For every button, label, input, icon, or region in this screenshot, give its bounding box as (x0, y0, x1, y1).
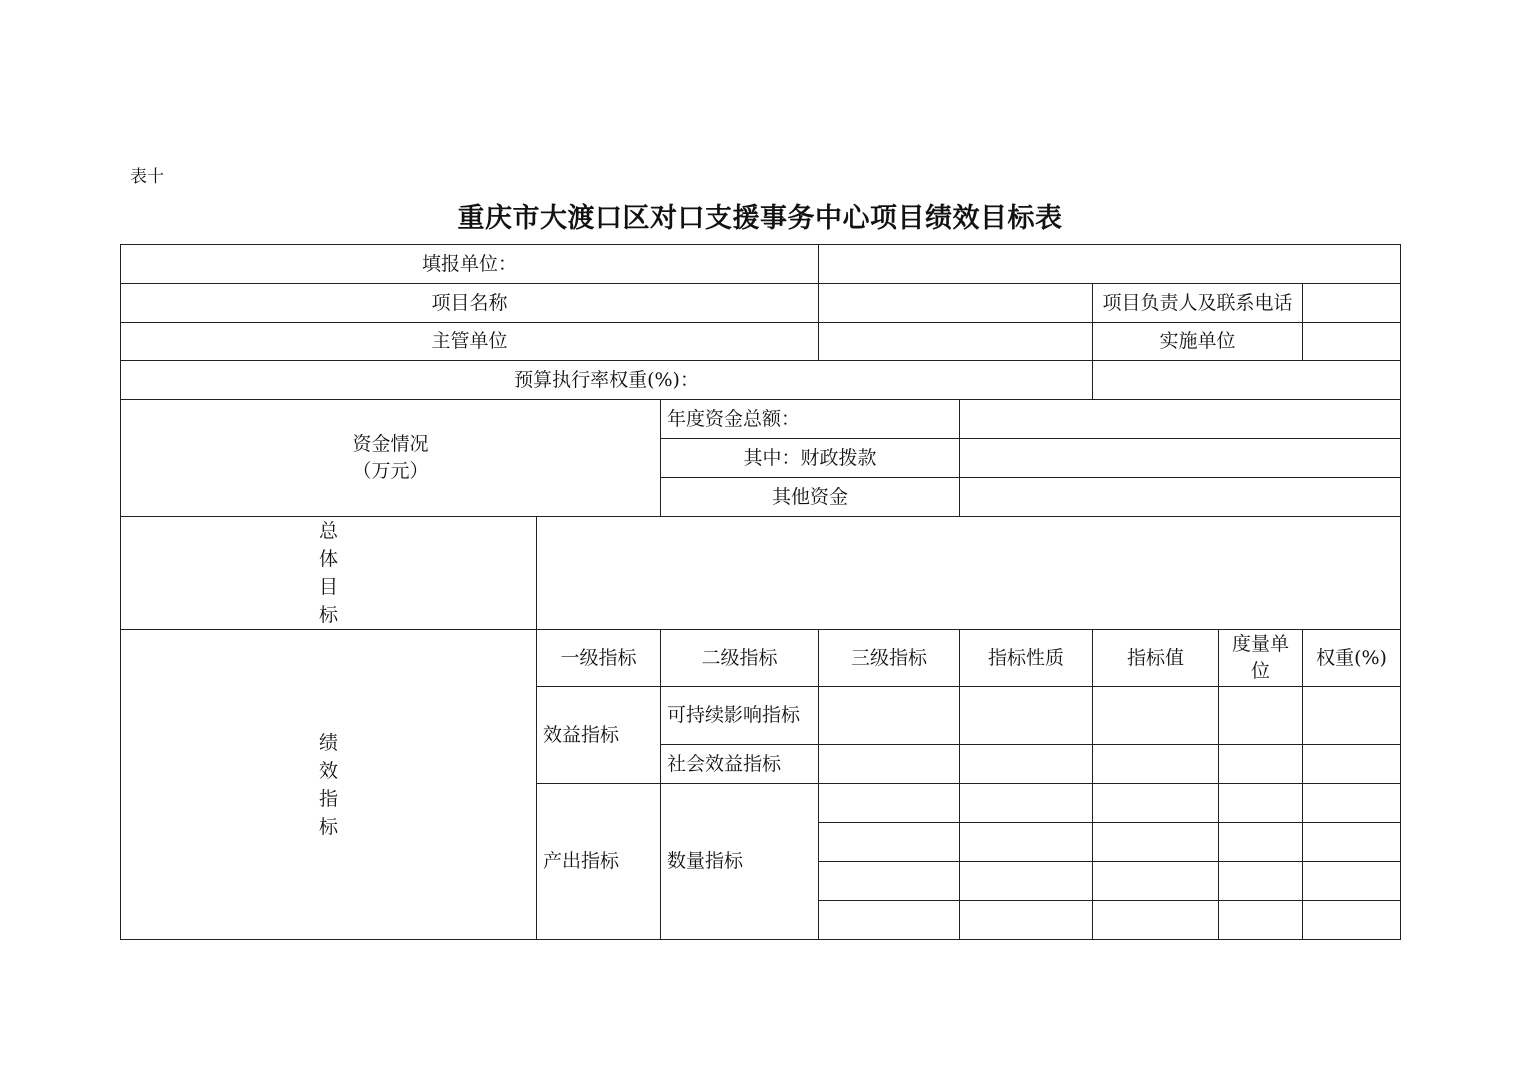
indicator-cell[interactable] (1219, 784, 1303, 823)
indicator-cell[interactable] (819, 823, 960, 862)
indicator-cell[interactable] (1303, 901, 1401, 940)
indicator-cell[interactable] (1093, 862, 1219, 901)
indicator-cell[interactable] (1219, 901, 1303, 940)
other-funds-value[interactable] (960, 478, 1401, 517)
indicator-cell[interactable] (1093, 784, 1219, 823)
supervising-unit-value[interactable] (819, 323, 1093, 361)
reporting-unit-label: 填报单位： (121, 245, 819, 284)
funds-label-line1: 资金情况 (352, 433, 429, 455)
column-header-level2: 二级指标 (661, 630, 819, 687)
social-benefit-label: 社会效益指标 (661, 745, 819, 784)
overall-goal-char: 总 (318, 520, 338, 542)
output-indicator-label: 产出指标 (537, 784, 661, 940)
benefit-indicator-label: 效益指标 (537, 687, 661, 784)
indicator-cell[interactable] (1093, 823, 1219, 862)
supervising-unit-label: 主管单位 (121, 323, 819, 361)
overall-goal-value[interactable] (537, 517, 1401, 630)
indicator-cell[interactable] (1219, 862, 1303, 901)
column-header-level3: 三级指标 (819, 630, 960, 687)
performance-char: 标 (318, 815, 338, 838)
indicator-cell[interactable] (1093, 745, 1219, 784)
project-leader-value[interactable] (1303, 284, 1401, 323)
project-name-value[interactable] (819, 284, 1093, 323)
reporting-unit-value[interactable] (819, 245, 1401, 284)
quantity-indicator-label: 数量指标 (661, 784, 819, 940)
overall-goal-char: 标 (318, 604, 338, 626)
fiscal-allocation-label: 其中：财政拨款 (661, 439, 960, 478)
overall-goal-char: 体 (318, 548, 338, 570)
performance-char: 绩 (318, 731, 338, 754)
performance-char: 指 (318, 787, 338, 810)
indicator-cell[interactable] (960, 823, 1093, 862)
indicator-cell[interactable] (1303, 862, 1401, 901)
indicator-cell[interactable] (1219, 687, 1303, 745)
indicator-cell[interactable] (1303, 823, 1401, 862)
table-number-label: 表十 (130, 167, 164, 187)
column-header-nature: 指标性质 (960, 630, 1093, 687)
funds-label (121, 400, 661, 517)
performance-indicators-label (121, 630, 537, 940)
implementing-unit-value[interactable] (1303, 323, 1401, 361)
indicator-cell[interactable] (1303, 784, 1401, 823)
budget-weight-value[interactable] (1093, 361, 1401, 400)
overall-goal-label (121, 517, 537, 630)
indicator-cell[interactable] (1303, 687, 1401, 745)
sustainable-impact-label: 可持续影响指标 (661, 687, 819, 745)
funds-label-line2: （万元） (352, 460, 429, 482)
indicator-cell[interactable] (960, 901, 1093, 940)
column-header-value: 指标值 (1093, 630, 1219, 687)
implementing-unit-label: 实施单位 (1093, 323, 1303, 361)
indicator-cell[interactable] (819, 901, 960, 940)
indicator-cell[interactable] (819, 745, 960, 784)
project-name-label: 项目名称 (121, 284, 819, 323)
performance-target-table (120, 244, 1401, 940)
page-title: 重庆市大渡口区对口支援事务中心项目绩效目标表 (457, 203, 1063, 234)
column-header-level1: 一级指标 (537, 630, 661, 687)
column-header-weight: 权重(%) (1303, 630, 1401, 687)
fiscal-allocation-value[interactable] (960, 439, 1401, 478)
budget-weight-label: 预算执行率权重(%)： (121, 361, 1093, 400)
performance-char: 效 (318, 759, 338, 782)
indicator-cell[interactable] (1093, 901, 1219, 940)
overall-goal-char: 目 (318, 576, 338, 598)
indicator-cell[interactable] (819, 862, 960, 901)
indicator-cell[interactable] (1219, 745, 1303, 784)
indicator-cell[interactable] (960, 862, 1093, 901)
indicator-cell[interactable] (1093, 687, 1219, 745)
indicator-cell[interactable] (960, 745, 1093, 784)
annual-total-value[interactable] (960, 400, 1401, 439)
indicator-cell[interactable] (1219, 823, 1303, 862)
other-funds-label: 其他资金 (661, 478, 960, 517)
indicator-cell[interactable] (819, 687, 960, 745)
project-leader-label: 项目负责人及联系电话 (1093, 284, 1303, 323)
annual-total-label: 年度资金总额： (661, 400, 960, 439)
column-header-unit: 度量单位 (1219, 630, 1303, 687)
indicator-cell[interactable] (819, 784, 960, 823)
indicator-cell[interactable] (960, 784, 1093, 823)
indicator-cell[interactable] (960, 687, 1093, 745)
indicator-cell[interactable] (1303, 745, 1401, 784)
